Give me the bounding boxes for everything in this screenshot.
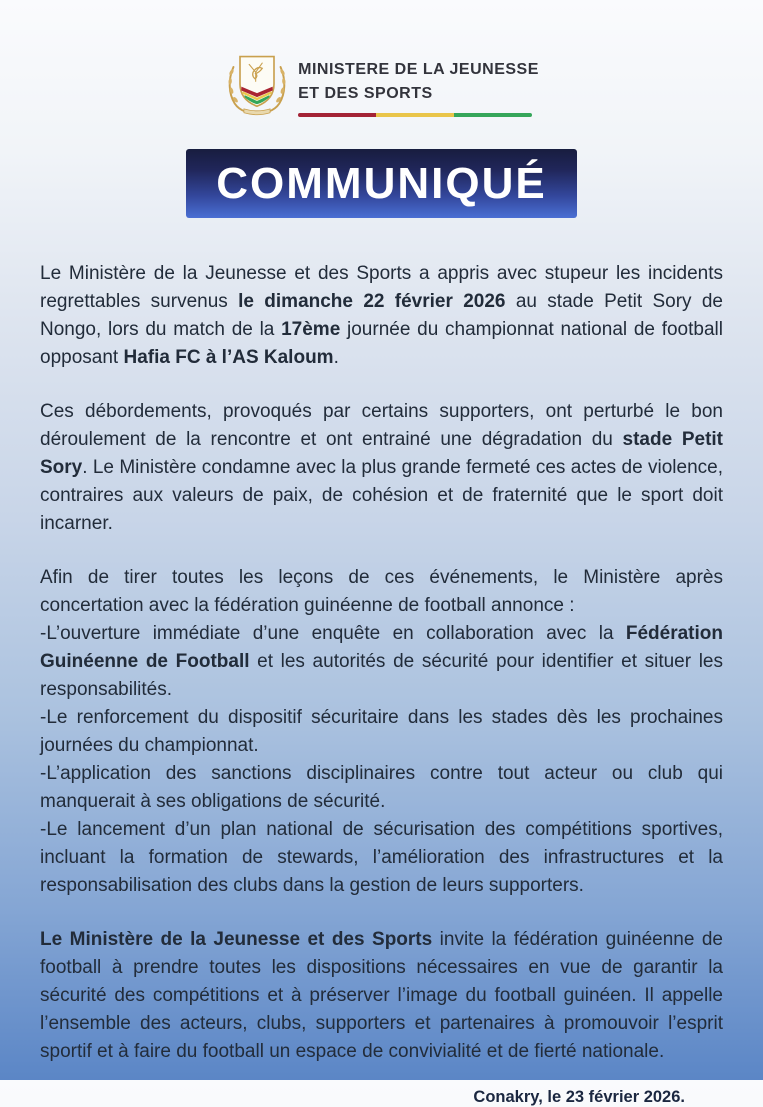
text-segment: -Le renforcement du dispositif sécuritaire dans les stades dès les prochaines journées du championnat.	[40, 707, 723, 756]
bold-text-segment: Hafia FC à l’AS Kaloum	[123, 347, 334, 368]
communique-banner	[186, 149, 577, 218]
body-paragraph	[40, 620, 723, 704]
flag-yellow-segment	[376, 113, 454, 117]
ministry-title-block	[298, 50, 539, 117]
text-segment: et les autorités de sécurité pour identifier et situer les responsabilités.	[40, 651, 723, 700]
body-paragraph	[40, 760, 723, 816]
body-paragraph	[40, 260, 723, 372]
text-segment: Afin de tirer toutes les leçons de ces événements, le Ministère après concertation avec la fédération guinéenne de football annonce :	[40, 567, 723, 616]
flag-red-segment	[298, 113, 376, 117]
body-paragraph	[40, 704, 723, 760]
text-segment: invite la fédération guinéenne de football à prendre toutes les dispositions nécessaires en vue de garantir la sécurité des compétitions et à préserver l’image du football guinéen. Il appelle l’ensemble des acteurs, clubs, supporters et partenaires à promouvoir l’esprit sportif et à faire du football un espace de convivialité et de fierté nationale.	[40, 929, 724, 1062]
ministry-header	[0, 0, 763, 118]
body-paragraph	[40, 564, 723, 620]
communique-banner-title: COMMUNIQUÉ	[216, 158, 547, 208]
text-segment: -L’application des sanctions disciplinaires contre tout acteur ou club qui manquerait à ses obligations de sécurité.	[40, 763, 723, 812]
body-paragraph	[40, 816, 723, 900]
text-segment: .	[333, 347, 339, 368]
bold-text-segment: Fédération Guinéenne de Football	[40, 623, 723, 672]
text-segment: -Le lancement d’un plan national de sécurisation des compétitions sportives, incluant la formation de stewards, l’amélioration des infrastructures et la responsabilisation des clubs dans la gestion de leurs supporters.	[40, 819, 723, 896]
text-segment: Ces débordements, provoqués par certains supporters, ont perturbé le bon déroulement de la rencontre et ont entrainé une dégradation du	[40, 401, 723, 450]
flag-green-segment	[454, 113, 532, 117]
ministry-title-line2: ET DES SPORTS	[298, 85, 433, 102]
text-segment: journée du championnat national de football opposant	[40, 319, 723, 368]
bold-text-segment: le dimanche 22 février 2026	[238, 291, 506, 312]
bold-text-segment: Le Ministère de la Jeunesse et des Sports	[40, 929, 433, 950]
ministry-title-line1: MINISTERE DE LA JEUNESSE	[298, 61, 539, 78]
coat-of-arms-icon	[224, 50, 290, 118]
text-segment: . Le Ministère condamne avec la plus grande fermeté ces actes de violence, contraires aux valeurs de paix, de cohésion et de fraternité que le sport doit incarner.	[40, 457, 723, 534]
bold-text-segment: stade Petit Sory	[40, 429, 723, 478]
body-paragraph	[40, 398, 723, 538]
communique-body	[40, 260, 723, 1066]
dateline: Conakry, le 23 février 2026.	[473, 1088, 685, 1106]
text-segment: Le Ministère de la Jeunesse et des Sports a appris avec stupeur les incidents regrettables survenus	[40, 263, 723, 312]
guinea-flag-bar	[298, 113, 532, 117]
body-paragraph	[40, 926, 723, 1066]
text-segment: au stade Petit Sory de Nongo, lors du match de la	[40, 291, 723, 340]
guinea-coat-of-arms-logo	[224, 50, 290, 118]
text-segment: -L’ouverture immédiate d’une enquête en collaboration avec la	[40, 623, 626, 644]
bold-text-segment: 17ème	[281, 319, 341, 340]
